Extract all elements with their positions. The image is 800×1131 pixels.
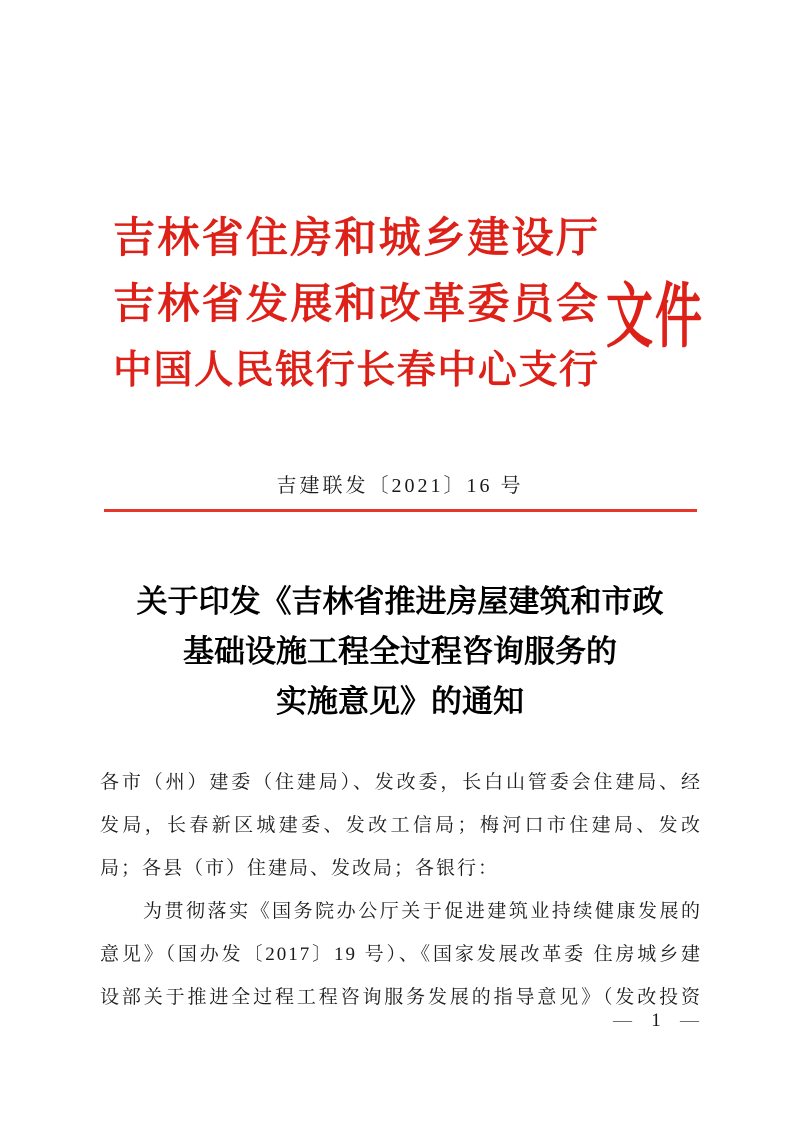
org-name-line-1: 吉林省住房和城乡建设厅 — [113, 216, 598, 262]
body-line: 局；各县（市）住建局、发改局；各银行： — [100, 858, 500, 879]
page-number — [613, 1010, 699, 1032]
doc-number: 吉建联发〔2021〕16 号 — [276, 475, 524, 497]
doc-title-line-3: 实施意见》的通知 — [276, 684, 524, 719]
body-line: 各市（州）建委（住建局）、发改委，长白山管委会住建局、经 — [100, 772, 702, 793]
page-number-dash-left: — — [613, 1010, 632, 1031]
body-line: 发局，长春新区城建委、发改工信局；梅河口市住建局、发改 — [100, 815, 702, 836]
letterhead-org-names — [113, 206, 598, 404]
doc-body — [100, 761, 702, 1019]
separator-rule — [104, 509, 697, 512]
doc-title-line-2: 基础设施工程全过程咨询服务的 — [183, 634, 617, 669]
body-line: 设部关于推进全过程工程咨询服务发展的指导意见》（发改投资 — [100, 987, 702, 1008]
doc-title-line-1: 关于印发《吉林省推进房屋建筑和市政 — [136, 584, 664, 619]
doc-title — [0, 577, 800, 727]
body-line: 意见》（国办发〔2017〕19 号）、《国家发展改革委 住房城乡建 — [100, 944, 702, 965]
letterhead — [113, 206, 704, 404]
body-line: 为贯彻落实《国务院办公厅关于促进建筑业持续健康发展的 — [143, 901, 702, 922]
doc-type-label: 文件 — [606, 279, 704, 357]
org-name-line-2: 吉林省发展和改革委员会 — [113, 282, 598, 328]
page-number-dash-right: — — [680, 1010, 699, 1031]
page-number-value: 1 — [651, 1010, 661, 1031]
org-name-line-3: 中国人民银行长春中心支行 — [113, 349, 598, 392]
